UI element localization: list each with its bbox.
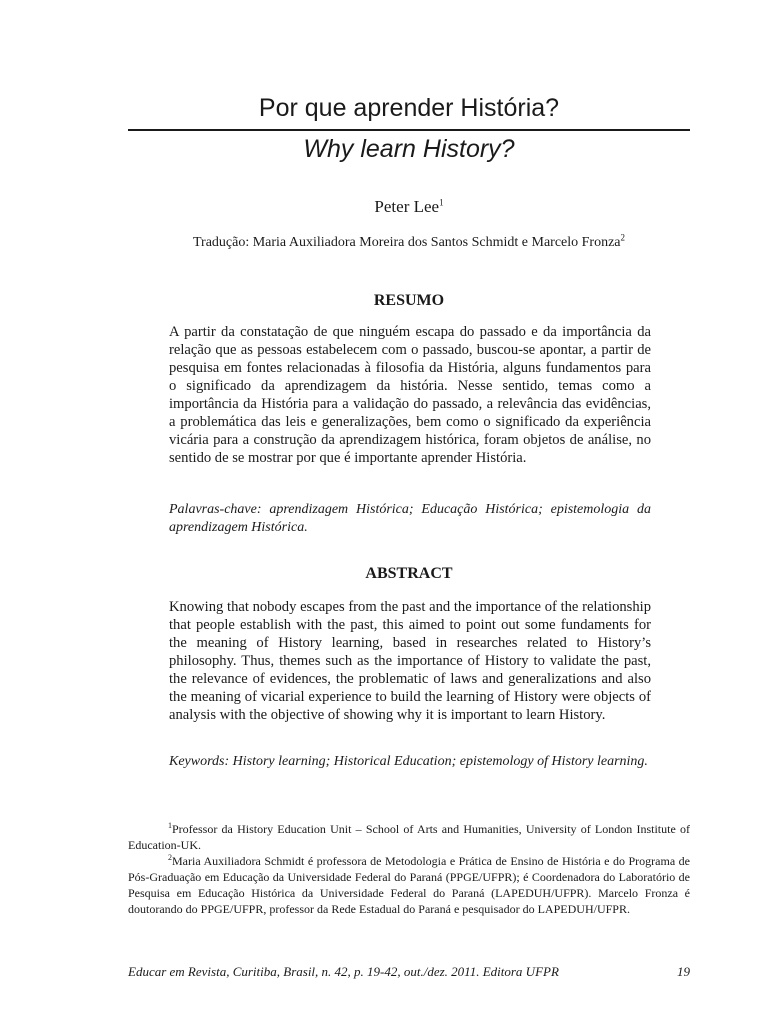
abstract-keywords: Keywords: History learning; Historical Education; epistemology of History learning. (169, 754, 648, 769)
resumo-body: A partir da constatação de que ninguém escapa do passado e da importância da relação que as pessoas estabelecem com o passado, buscou-se apontar, a partir de pesquisa em fontes relacionadas à filosofia da História, alguns fundamentos para o significado da aprendizagem da história. Nesse sentido, temas como a importância da História para a validação do passado, a relevância das evidências, a problemática das leis e generalizações, bem como o significado da experiência vicária para a construção da aprendizagem histórica, foram objetos de análise, no sentido de se mostrar por que é importante aprender História. (169, 324, 651, 466)
footnote-2-mark: 2 (168, 853, 172, 862)
page-footer (128, 964, 690, 980)
page-number: 19 (677, 964, 690, 979)
author-footnote-mark[interactable]: 1 (439, 197, 444, 208)
resumo-heading: RESUMO (373, 292, 445, 309)
author-name: Peter Lee (374, 197, 440, 216)
footnote-2 (128, 853, 690, 917)
translation-text: Tradução: Maria Auxiliadora Moreira dos Santos Schmidt e Marcelo Fronza (192, 235, 621, 250)
author-line (128, 197, 690, 217)
page-title: Por que aprender História? (258, 94, 560, 122)
abstract-body: Knowing that nobody escapes from the past and the importance of the relationship that people establish with the past, this aimed to point out some fundaments for the meaning of History learning, based in researches related to History’s philosophy. Thus, themes such as the importance of History to validate the past, the relevance of evidences, the problematic of laws and generalizations and also the meaning of vicarial experience to build the learning of History were objects of analysis with the objective of showing why it is important to learn History. (169, 599, 651, 723)
footnote-2-text: Maria Auxiliadora Schmidt é professora de Metodologia e Prática de Ensino de História e do Programa de Pós-Graduação em Educação da Universidade Federal do Paraná (PPGE/UFPR); é Coordenadora do Laboratório de Pesquisa em Educação Histórica da Universidade Federal do Paraná (LAPEDUH/UFPR). Marcelo Fronza é doutorando do PPGE/UFPR, professor da Rede Estadual do Paraná e pesquisador do LAPEDUH/UFPR. (128, 854, 690, 916)
footnote-1-mark: 1 (168, 821, 172, 830)
footnote-1 (128, 821, 690, 853)
title-divider (128, 129, 690, 131)
footer-citation: Educar em Revista, Curitiba, Brasil, n. 42, p. 19-42, out./dez. 2011. Editora UFPR (128, 964, 559, 979)
translation-footnote-mark[interactable]: 2 (620, 232, 626, 243)
resumo-keywords: Palavras-chave: aprendizagem Histórica; Educação Histórica; epistemologia da aprendizagem Histórica. (169, 502, 651, 535)
page-subtitle: Why learn History? (303, 135, 515, 163)
footnote-1-text: Professor da History Education Unit – School of Arts and Humanities, University of London Institute of Education-UK. (128, 822, 690, 852)
abstract-heading: ABSTRACT (365, 565, 453, 582)
translation-line (128, 234, 690, 252)
footnotes (128, 821, 690, 917)
